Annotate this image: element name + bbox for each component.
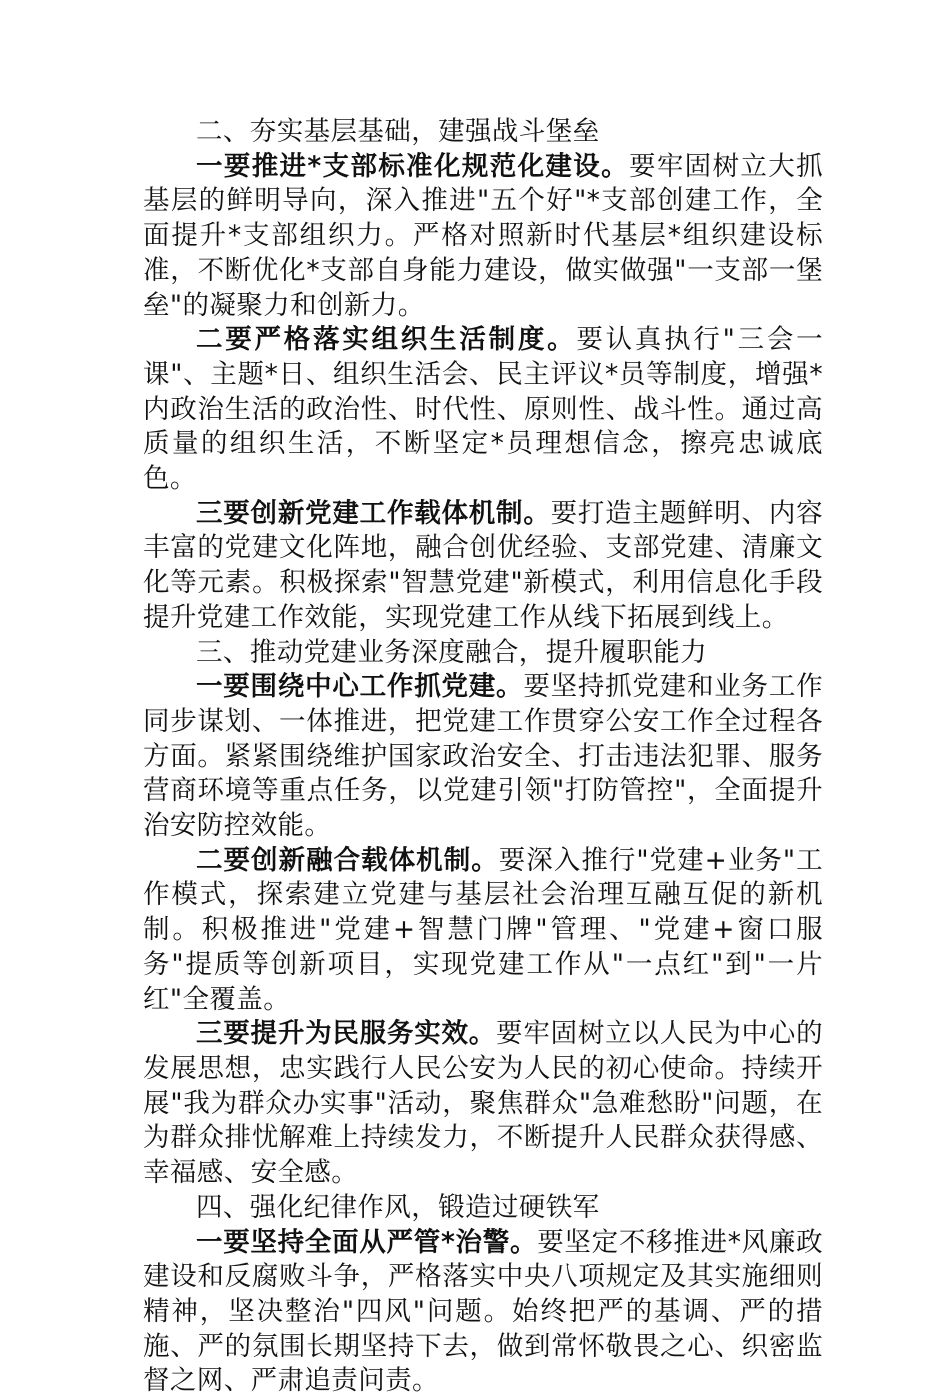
paragraph-lead: 二要严格落实组织生活制度。	[196, 324, 576, 355]
paragraph	[143, 150, 823, 324]
paragraph-lead: 三要提升为民服务实效。	[196, 1018, 496, 1049]
paragraph-text: 要坚定不移推进*风廉政建设和反腐败斗争，严格落实中央八项规定及其实施细则精神，坚决整治"四风"问题。始终把严的基调、严的措施、严的氛围长期坚持下去，做到常怀敬畏之心、织密监督之网、严肃追责问责。	[143, 1227, 823, 1397]
section-heading-3: 三、推动党建业务深度融合，提升履职能力	[143, 636, 823, 671]
paragraph-lead: 一要推进*支部标准化规范化建设。	[196, 151, 629, 182]
paragraph	[143, 323, 823, 497]
document-body	[143, 115, 823, 1399]
paragraph-text: 要深入推行"党建+业务"工作模式，探索建立党建与基层社会治理互融互促的新机制。积极推进"党建+智慧门牌"管理、"党建+窗口服务"提质等创新项目，实现党建工作从"一点红"到"一片红"全覆盖。	[143, 845, 823, 1015]
paragraph	[143, 497, 823, 636]
section-heading-4: 四、强化纪律作风，锻造过硬铁军	[143, 1191, 823, 1226]
paragraph-lead: 三要创新党建工作载体机制。	[196, 498, 551, 529]
paragraph-text: 要牢固树立以人民为中心的发展思想，忠实践行人民公安为人民的初心使命。持续开展"我为群众办实事"活动，聚焦群众"急难愁盼"问题，在为群众排忧解难上持续发力，不断提升人民群众获得感、幸福感、安全感。	[143, 1018, 823, 1188]
paragraph-text: 要打造主题鲜明、内容丰富的党建文化阵地，融合创优经验、支部党建、清廉文化等元素。积极探索"智慧党建"新模式，利用信息化手段提升党建工作效能，实现党建工作从线下拓展到线上。	[143, 498, 823, 633]
paragraph	[143, 844, 823, 1018]
paragraph-lead: 二要创新融合载体机制。	[196, 845, 499, 876]
paragraph	[143, 1226, 823, 1399]
paragraph	[143, 1017, 823, 1191]
paragraph	[143, 670, 823, 844]
paragraph-lead: 一要围绕中心工作抓党建。	[196, 671, 523, 702]
paragraph-text: 要坚持抓党建和业务工作同步谋划、一体推进，把党建工作贯穿公安工作全过程各方面。紧紧围绕维护国家政治安全、打击违法犯罪、服务营商环境等重点任务，以党建引领"打防管控"，全面提升治安防控效能。	[143, 671, 823, 841]
paragraph-text: 要认真执行"三会一课"、主题*日、组织生活会、民主评议*员等制度，增强*内政治生活的政治性、时代性、原则性、战斗性。通过高质量的组织生活，不断坚定*员理想信念，擦亮忠诚底色。	[143, 324, 823, 494]
paragraph-text: 要牢固树立大抓基层的鲜明导向，深入推进"五个好"*支部创建工作，全面提升*支部组织力。严格对照新时代基层*组织建设标准，不断优化*支部自身能力建设，做实做强"一支部一堡垒"的凝聚力和创新力。	[143, 151, 823, 321]
section-heading-2: 二、夯实基层基础，建强战斗堡垒	[143, 115, 823, 150]
paragraph-lead: 一要坚持全面从严管*治警。	[196, 1227, 537, 1258]
